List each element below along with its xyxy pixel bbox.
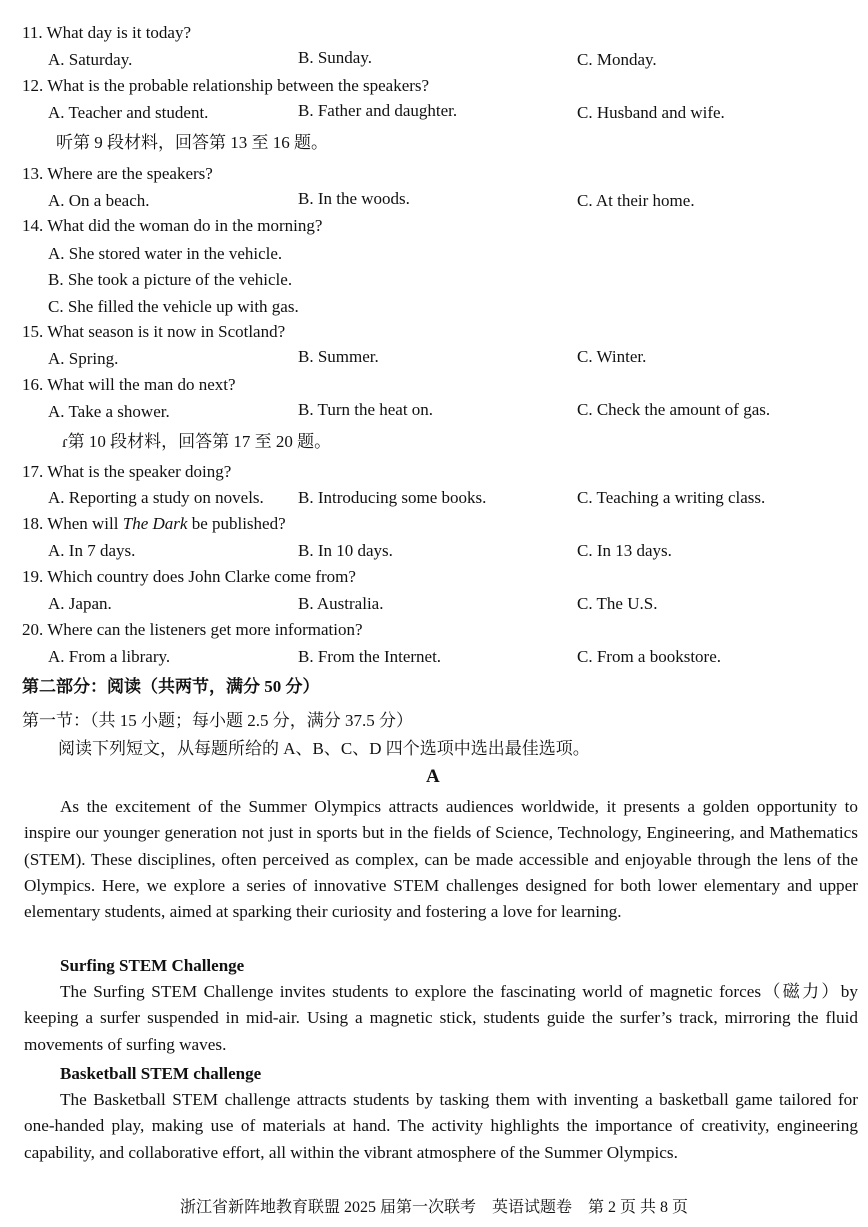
passage-letter: A [426,766,440,787]
q12-option-b: B. Father and daughter. [298,101,458,120]
passage-surfing [24,979,858,1058]
q20-option-b: B. From the Internet. [298,647,442,666]
q13-option-b: B. In the woods. [298,189,410,208]
q17-option-b: B. Introducing some books. [298,488,487,507]
question-11: 11. What day is it today? [22,23,192,42]
q19-option-c: C. The U.S. [577,594,658,613]
instruction-segment-10: ɾ第 10 段材料，回答第 17 至 20 题。 [62,432,332,451]
q19-option-a: A. Japan. [48,594,112,613]
q11-option-a: A. Saturday. [48,50,133,69]
q13-option-c: C. At their home. [577,191,695,210]
part2-title: 第二部分：阅读（共两节，满分 50 分） [22,677,320,696]
q15-option-c: C. Winter. [577,347,647,366]
question-19: 19. Which country does John Clarke come from? [22,567,356,586]
q14-option-c: C. She filled the vehicle up with gas. [48,297,299,316]
q18-stem-end: be published? [187,514,286,533]
q18-stem-start: 18. When will [22,514,123,533]
page-footer: 浙江省新阵地教育联盟 2025 届第一次联考 英语试题卷 第 2 页 共 8 页 [179,1199,688,1216]
q20-option-a: A. From a library. [48,647,171,666]
heading-surfing: Surfing STEM Challenge [60,956,245,975]
q16-option-c: C. Check the amount of gas. [577,400,771,419]
q16-option-a: A. Take a shower. [48,402,170,421]
q13-option-a: A. On a beach. [48,191,150,210]
question-18 [22,514,286,534]
q14-option-a: A. She stored water in the vehicle. [48,244,283,263]
reading-directions: 阅读下列短文，从每题所给的 A、B、C、D 四个选项中选出最佳选项。 [58,739,590,758]
q15-option-b: B. Summer. [298,347,379,366]
surfing-paragraph: The Surfing STEM Challenge invites students to explore the fascinating world of magnetic forces（磁力）by keeping a surfer suspended in mid-air. Using a magnetic stick, students guide the surfer’s track, mirroring the fluid movements of surfing waves. [24,982,858,1054]
question-13: 13. Where are the speakers? [22,164,213,183]
q12-option-a: A. Teacher and student. [48,103,209,122]
q14-option-b: B. She took a picture of the vehicle. [48,270,293,289]
passage-basketball [24,1087,858,1166]
question-14: 14. What did the woman do in the morning? [22,216,323,235]
basketball-paragraph: The Basketball STEM challenge attracts students by tasking them with inventing a basketball game tailored for one-handed play, making use of materials at hand. The activity highlights the importance of creativity, engineering capability, and collaborative effort, all within the vibrant atmosphere of the Summer Olympics. [24,1090,858,1162]
question-17: 17. What is the speaker doing? [22,462,232,481]
q20-option-c: C. From a bookstore. [577,647,722,666]
q16-option-b: B. Turn the heat on. [298,400,434,419]
instruction-segment-9: 听第 9 段材料，回答第 13 至 16 题。 [56,133,328,152]
q12-option-c: C. Husband and wife. [577,103,725,122]
q15-option-a: A. Spring. [48,349,119,368]
question-16: 16. What will the man do next? [22,375,236,394]
q18-option-c: C. In 13 days. [577,541,672,560]
intro-paragraph: As the excitement of the Summer Olympics attracts audiences worldwide, it presents a golden opportunity to inspire our younger generation not just in sports but in the fields of Science, Technology, Engineering, and Mathematics (STEM). These disciplines, often perceived as complex, can be made accessible and enjoyable through the lens of the Olympics. Here, we explore a series of innovative STEM challenges designed for both lower elementary and upper elementary students, aimed at sparking their curiosity and fostering a love for learning. [24,797,858,922]
q18-option-b: B. In 10 days. [298,541,393,560]
section1-title: 第一节：（共 15 小题；每小题 2.5 分，满分 37.5 分） [22,711,413,730]
q11-option-b: B. Sunday. [298,48,372,67]
question-20: 20. Where can the listeners get more information? [22,620,363,639]
q18-option-a: A. In 7 days. [48,541,136,560]
q19-option-b: B. Australia. [298,594,384,613]
q17-option-a: A. Reporting a study on novels. [48,488,264,507]
passage-intro [24,794,858,925]
heading-basketball: Basketball STEM challenge [60,1064,262,1083]
q11-option-c: C. Monday. [577,50,657,69]
q18-book-title: The Dark [122,514,188,533]
question-12: 12. What is the probable relationship between the speakers? [22,76,430,95]
q17-option-c: C. Teaching a writing class. [577,488,766,507]
question-15: 15. What season is it now in Scotland? [22,322,286,341]
